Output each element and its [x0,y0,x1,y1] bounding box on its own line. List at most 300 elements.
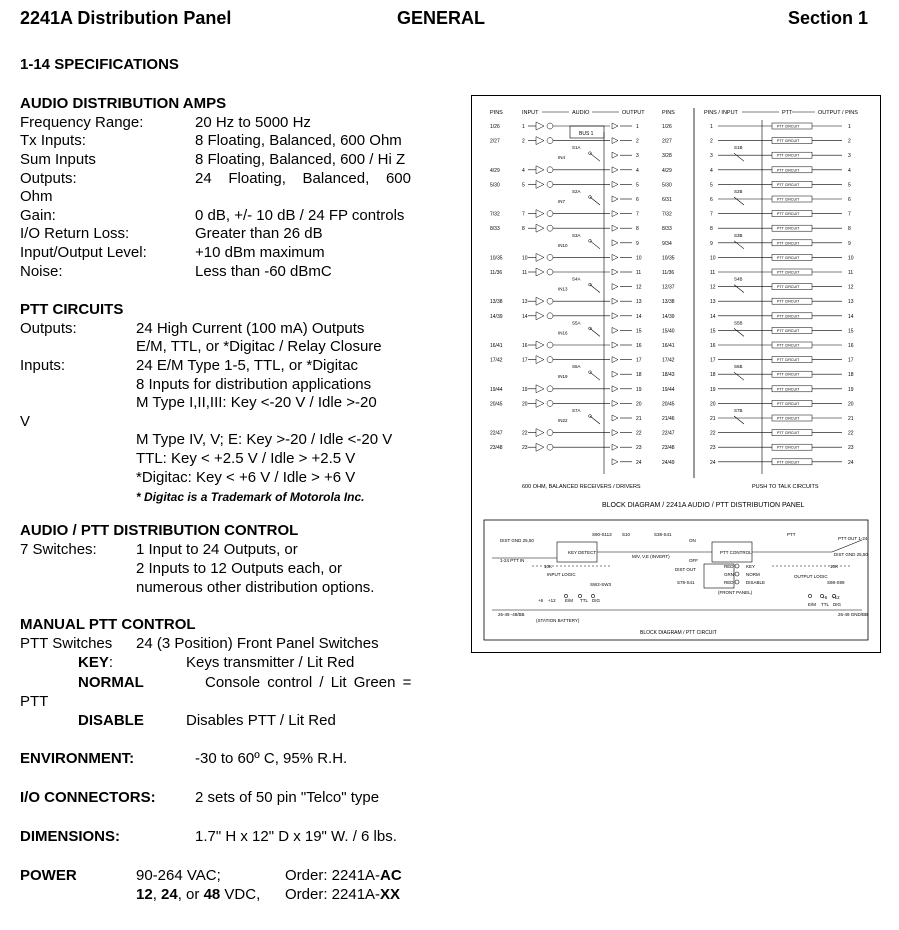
lbl-p6b: +6 [822,595,828,600]
order-xx: XX [380,886,401,903]
order-ac: AC [380,867,402,884]
ptt-switch-label: S5B [734,320,743,326]
output-driver [612,313,618,319]
sum-node [547,254,553,260]
dc-sep: , [152,886,162,903]
input-pin: 19/44 [490,386,503,393]
ptt-inputs-value: 24 E/M Type 1-5, TTL, or *Digitac [136,357,359,374]
ptt-inputs-value-4: M Type IV, V; E: Key >-20 / Idle <-20 V [136,431,393,448]
input-amp [536,253,544,261]
ptt-outputs-label: Outputs: [20,320,77,337]
input-amp [536,399,544,407]
output-num: 23 [636,445,642,452]
lbl-gnd-right: 26-49 GND/BB [838,612,869,617]
output-driver [612,298,618,304]
audio-switch-label: S5A [572,320,581,326]
ptt-in-num: 13 [710,299,716,306]
spec-value: +10 dBm maximum [195,244,325,261]
switch-input-label: IN7 [558,199,566,204]
input-pin: 5/30 [490,182,500,189]
output-num: 10 [636,255,642,262]
output-pin: 13/38 [662,299,675,306]
output-pin: 12/37 [662,284,675,291]
key-desc: Keys transmitter / Lit Red [186,654,355,671]
sum-node [547,386,553,392]
spec-label: Input/Output Level: [20,244,147,261]
output-pin: 23/48 [662,445,675,452]
lbl-em: E/M [565,598,574,603]
audio-switch-label: S1A [572,145,581,151]
ptt-inputs-value-5: TTL: Key < +2.5 V / Idle > +2.5 V [136,450,356,467]
ptt-in-num: 14 [710,313,716,320]
ptt-out-num: 15 [848,328,854,335]
ptt-out-num: 22 [848,430,854,437]
output-driver [612,211,618,217]
ptt-circuit-label: PTT CIRCUIT [777,343,800,348]
lbl-ptt-control: PTT CONTROL [720,550,752,555]
footer-left: 600 OHM, BALANCED RECEIVERS / DRIVERS [522,484,641,490]
input-amp [536,385,544,393]
output-pin: 19/44 [662,386,675,393]
col-output: OUTPUT [622,110,645,116]
apdc-heading: AUDIO / PTT DISTRIBUTION CONTROL [20,522,299,539]
output-driver [612,342,618,348]
lbl-front-panel: (FRONT PANEL) [718,590,753,595]
output-pin: 17/42 [662,357,675,364]
lbl-ptt: PTT [787,532,796,537]
output-driver [612,269,618,275]
lbl-dig: DIG [592,598,601,603]
lbl-on: ON [689,538,696,543]
lbl-r10k: 10K [544,564,553,569]
lbl-s-b: S10 [622,532,631,537]
output-pin: 15/40 [662,328,675,335]
ptt-out-num: 10 [848,255,854,262]
output-driver [612,357,618,363]
ptt-in-num: 21 [710,416,716,422]
output-num: 12 [636,284,642,291]
input-pin: 16/41 [490,343,503,349]
sum-node [547,444,553,450]
output-num: 19 [636,386,642,393]
ptt-circuit-label: PTT CIRCUIT [777,460,800,465]
lbl-ttl-2: TTL [821,602,830,607]
spec-value: Greater than 26 dB [195,225,323,242]
ptt-out-num: 16 [848,343,854,349]
lbl-ptt-out: PTT OUT 1-24 [838,536,868,541]
dimensions-label: DIMENSIONS: [20,828,121,845]
input-num: 4 [522,167,525,174]
output-pin: 7/32 [662,211,672,218]
ptt-circuit-label: PTT CIRCUIT [777,387,800,392]
ptt-in-num: 6 [710,197,713,203]
switch-input-label: IN10 [558,242,568,248]
manual-label: PTT Switches [20,635,113,652]
ptt-switch-label: S4B [734,276,743,282]
environment-label: ENVIRONMENT: [20,750,135,767]
apdc-line-3: numerous other distribution options. [136,579,375,596]
spec-label: Noise: [20,263,63,280]
output-pin: 22/47 [662,430,675,437]
ptt-outputs-value-2: E/M, TTL, or *Digitac / Relay Closure [136,338,382,355]
ptt-in-num: 23 [710,445,716,452]
output-num: 21 [636,416,642,422]
dc-or: , or [177,886,204,903]
output-num: 8 [636,226,639,233]
ptt-in-num: 5 [710,182,713,189]
input-pin: 1/26 [490,124,500,130]
input-num: 7 [522,211,525,218]
order-prefix-2: Order: 2241A- [285,886,381,903]
ptt-out-num: 4 [848,167,851,174]
ptt-out-num: 5 [848,182,851,189]
lbl-ttl: TTL [580,598,589,603]
doc-section: Section 1 [788,8,869,28]
output-pin: 2/27 [662,138,672,145]
ptt-out-num: 3 [848,153,851,160]
lbl-s-e: S98-S99 [827,580,845,585]
output-num: 6 [636,197,639,203]
switch-arm [590,416,600,424]
output-pin: 11/36 [662,270,675,276]
order-prefix: Order: 2241A- [285,867,381,884]
audio-switch-label: S7A [572,408,581,413]
sum-node [547,357,553,363]
input-amp [536,297,544,305]
output-driver [612,444,618,450]
sum-node [547,430,553,436]
output-driver [612,371,618,377]
ptt-in-num: 20 [710,401,716,408]
ptt-circuit-label: PTT CIRCUIT [777,197,800,202]
output-pin: 8/33 [662,226,672,233]
lbl-gnd-left: 26-49 -48/BB [498,612,525,617]
output-driver [612,254,618,260]
ptt-out-num: 9 [848,240,851,247]
key-label: KEY [78,654,109,671]
ptt-out-num: 23 [848,445,854,452]
output-pin: 9/34 [662,240,672,247]
output-driver [612,459,618,465]
spec-value: 0 dB, +/- 10 dB / 24 FP controls [195,207,405,224]
lbl-s-a: SW2-SW3 [590,582,612,587]
input-amp [536,268,544,276]
output-pin: 4/29 [662,167,672,174]
output-num: 17 [636,357,642,364]
disable-desc: Disables PTT / Lit Red [186,712,336,729]
key-row-label [78,654,113,672]
normal-label: NORMAL [78,674,144,691]
ptt-circuit-label: PTT CIRCUIT [777,182,800,187]
environment-value: -30 to 60º C, 95% R.H. [195,750,348,767]
ptt-switch-label: S7B [734,408,743,413]
ptt-out-num: 12 [848,284,854,291]
output-driver [612,181,618,187]
output-driver [612,152,618,158]
input-amp [536,356,544,364]
ptt-out-num: 19 [848,386,854,393]
col-input: INPUT [522,110,539,116]
ptt-in-num: 1 [710,124,713,130]
switch-input-label: IN13 [558,286,568,292]
output-num: 4 [636,167,639,174]
input-amp [536,137,544,145]
lbl-p6: +6 [538,598,544,603]
input-amp [536,341,544,349]
col-ptt: PTT [782,110,793,116]
ptt-inputs-value-6: *Digitac: Key < +6 V / Idle > +6 V [136,469,356,486]
spec-label: Outputs: [20,170,77,187]
spec-label: Sum Inputs [20,151,96,168]
output-pin: 20/45 [662,401,675,408]
input-pin: 2/27 [490,138,500,145]
switch-input-label: IN4 [558,155,566,161]
spec-heading: 1-14 SPECIFICATIONS [20,56,179,73]
doc-category: GENERAL [397,8,486,28]
normal-desc-cont: PTT [20,693,49,710]
ptt-circuit-label: PTT CIRCUIT [777,416,800,421]
power-order-xx [285,886,400,904]
ptt-circuit-label: PTT CIRCUIT [777,358,800,363]
sum-node [547,167,553,173]
ptt-in-num: 9 [710,240,713,247]
output-num: 18 [636,372,642,379]
output-driver [612,327,618,333]
input-num: 1 [522,124,525,130]
output-driver [612,415,618,421]
switch-arm [590,197,600,205]
lower-caption: BLOCK DIAGRAM / PTT CIRCUIT [640,630,717,636]
ptt-switch-arm [734,416,744,424]
switch-arm [590,372,600,380]
output-driver [612,138,618,144]
lbl-dist-gnd-2: DIST GND 25,50 [834,552,868,557]
lbl-ptt-in: 1-24 PTT IN [500,558,525,563]
input-pin: 11/36 [490,270,503,276]
ptt-out-num: 14 [848,313,854,320]
ptt-in-num: 2 [710,138,713,145]
ptt-circuit-label: PTT CIRCUIT [777,328,800,333]
ptt-out-num: 20 [848,401,854,408]
trademark-note: * Digitac is a Trademark of Motorola Inc. [136,490,365,504]
output-pin: 3/28 [662,153,672,160]
input-num: 13 [522,299,528,306]
io-value: 2 sets of 50 pin "Telco" type [195,789,380,806]
dimensions-value: 1.7" H x 12" D x 19" W. / 6 lbs. [195,828,397,845]
sum-node [547,342,553,348]
ptt-circuit-label: PTT CIRCUIT [777,401,800,406]
ptt-in-num: 18 [710,372,716,379]
output-num: 24 [636,459,642,466]
lbl-red: RED [724,564,734,569]
input-amp [536,122,544,130]
doc-title: 2241A Distribution Panel [20,8,232,28]
output-num: 7 [636,211,639,218]
input-num: 5 [522,182,525,189]
ptt-circuit-label: PTT CIRCUIT [777,255,800,260]
ptt-switch-arm [734,197,744,205]
output-driver [612,386,618,392]
output-pin: 6/31 [662,197,672,203]
ptt-switch-arm [734,153,744,161]
ptt-circuit-label: PTT CIRCUIT [777,226,800,231]
output-pin: 16/41 [662,343,675,349]
input-num: 23 [522,445,528,452]
power-ac: 90-264 VAC; [136,867,221,884]
input-pin: 13/38 [490,299,503,306]
ptt-in-num: 16 [710,343,716,349]
ptt-out-num: 8 [848,226,851,233]
ptt-out-num: 13 [848,299,854,306]
input-amp [536,312,544,320]
output-num: 3 [636,153,639,160]
ptt-circuit-label: PTT CIRCUIT [777,285,800,290]
lbl-off: OFF [689,558,698,563]
output-driver [612,430,618,436]
ptt-out-num: 17 [848,357,854,364]
lbl-s-c: S78-S41 [677,580,695,585]
input-pin: 8/33 [490,226,500,233]
output-num: 15 [636,328,642,335]
col-pins: PINS [490,110,503,116]
spec-label: Frequency Range: [20,114,144,131]
input-amp [536,166,544,174]
ptt-in-num: 22 [710,430,716,437]
lbl-r10k-2: 10K [830,564,839,569]
input-num: 17 [522,357,528,364]
output-pin: 10/35 [662,255,675,262]
ptt-switch-label: S3B [734,232,743,238]
power-label: POWER [20,867,77,884]
col-output-pins: OUTPUT / PINS [818,110,858,116]
ptt-circuit-label: PTT CIRCUIT [777,445,800,450]
disable-label: DISABLE [78,712,144,729]
lbl-dig-2: DIG [833,602,842,607]
output-driver [612,240,618,246]
ptt-out-num: 2 [848,138,851,145]
output-num: 9 [636,240,639,247]
output-driver [612,196,618,202]
ptt-circuit-label: PTT CIRCUIT [777,212,800,217]
audio-switch-label: S4A [572,276,581,282]
sum-node [547,138,553,144]
ptt-circuit-label: PTT CIRCUIT [777,153,800,158]
input-pin: 22/47 [490,430,503,437]
output-driver [612,167,618,173]
ptt-out-num: 1 [848,124,851,130]
dc-24: 24 [161,886,178,903]
switch-input-label: IN22 [558,418,568,423]
ptt-in-num: 11 [710,270,716,276]
ptt-out-num: 11 [848,270,854,276]
ptt-switch-label: S2B [734,189,743,194]
ptt-switch-arm [734,241,744,249]
switch-arm [590,285,600,293]
lbl-key: KEY [746,564,756,569]
ptt-circuit-label: PTT CIRCUIT [777,241,800,246]
sum-node [547,298,553,304]
ptt-out-num: 21 [848,416,854,422]
sum-node [547,123,553,129]
input-num: 22 [522,430,528,437]
output-driver [612,284,618,290]
input-pin: 23/48 [490,445,503,452]
sum-node [547,400,553,406]
ptt-switch-arm [734,285,744,293]
ptt-switch-label: S6B [734,364,743,370]
output-pin: 18/43 [662,372,675,379]
ptt-switch-label: S1B [734,145,743,151]
lbl-s-d: S90-S113 [592,532,612,537]
lbl-invert: M/V, V,E (INVERT) [632,554,670,559]
lbl-input-logic: INPUT LOGIC [547,572,576,577]
audio-switch-label: S6A [572,364,581,370]
lbl-s-f: S38-S41 [654,532,672,537]
ptt-in-num: 3 [710,153,713,160]
spec-label: Gain: [20,207,56,224]
io-label: I/O CONNECTORS: [20,789,156,806]
input-pin: 17/42 [490,357,503,364]
ptt-heading: PTT CIRCUITS [20,301,124,318]
dc-48: 48 [203,886,221,903]
ptt-switch-arm [734,372,744,380]
ptt-circuit-label: PTT CIRCUIT [777,431,800,436]
input-amp [536,443,544,451]
lbl-dist-out: DIST OUT [675,567,696,572]
output-driver [612,123,618,129]
sum-node [547,181,553,187]
audio-heading: AUDIO DISTRIBUTION AMPS [20,95,227,112]
ptt-in-num: 10 [710,255,716,262]
input-amp [536,180,544,188]
bus-label: BUS 1 [579,131,594,137]
spec-value: 20 Hz to 5000 Hz [195,114,311,131]
input-num: 19 [522,386,528,393]
audio-switch-label: S2A [572,189,581,194]
lbl-p12b: +12 [832,595,840,600]
block-diagram-frame [471,95,881,653]
apdc-label: 7 Switches: [20,541,97,558]
output-num: 5 [636,182,639,189]
switch-arm [590,153,600,161]
output-num: 11 [636,270,642,276]
output-num: 20 [636,401,642,408]
lbl-grn: GRN [724,572,734,577]
ptt-circuit-label: PTT CIRCUIT [777,139,800,144]
ptt-out-num: 18 [848,372,854,379]
input-amp [536,429,544,437]
ptt-out-num: 24 [848,459,854,466]
ptt-switch-arm [734,328,744,336]
output-num: 16 [636,343,642,349]
ptt-inputs-label: Inputs: [20,357,66,374]
audio-switch-label: S3A [572,232,581,238]
output-driver [612,400,618,406]
output-pin: 14/39 [662,313,675,320]
output-driver [612,225,618,231]
ptt-out-num: 6 [848,197,851,203]
col-pins-2: PINS [662,110,675,116]
normal-desc: Console control / Lit Green = [205,674,412,691]
apdc-line-2: 2 Inputs to 12 Outputs each, or [136,560,342,577]
input-num: 11 [522,270,528,276]
col-pins-input: PINS / INPUT [704,110,738,116]
ptt-inputs-value-3b: V [20,413,31,430]
ptt-in-num: 15 [710,328,716,335]
spec-value: 24 Floating, Balanced, 600 [195,170,411,187]
input-pin: 7/32 [490,211,500,218]
lbl-red-2: RED [724,580,734,585]
